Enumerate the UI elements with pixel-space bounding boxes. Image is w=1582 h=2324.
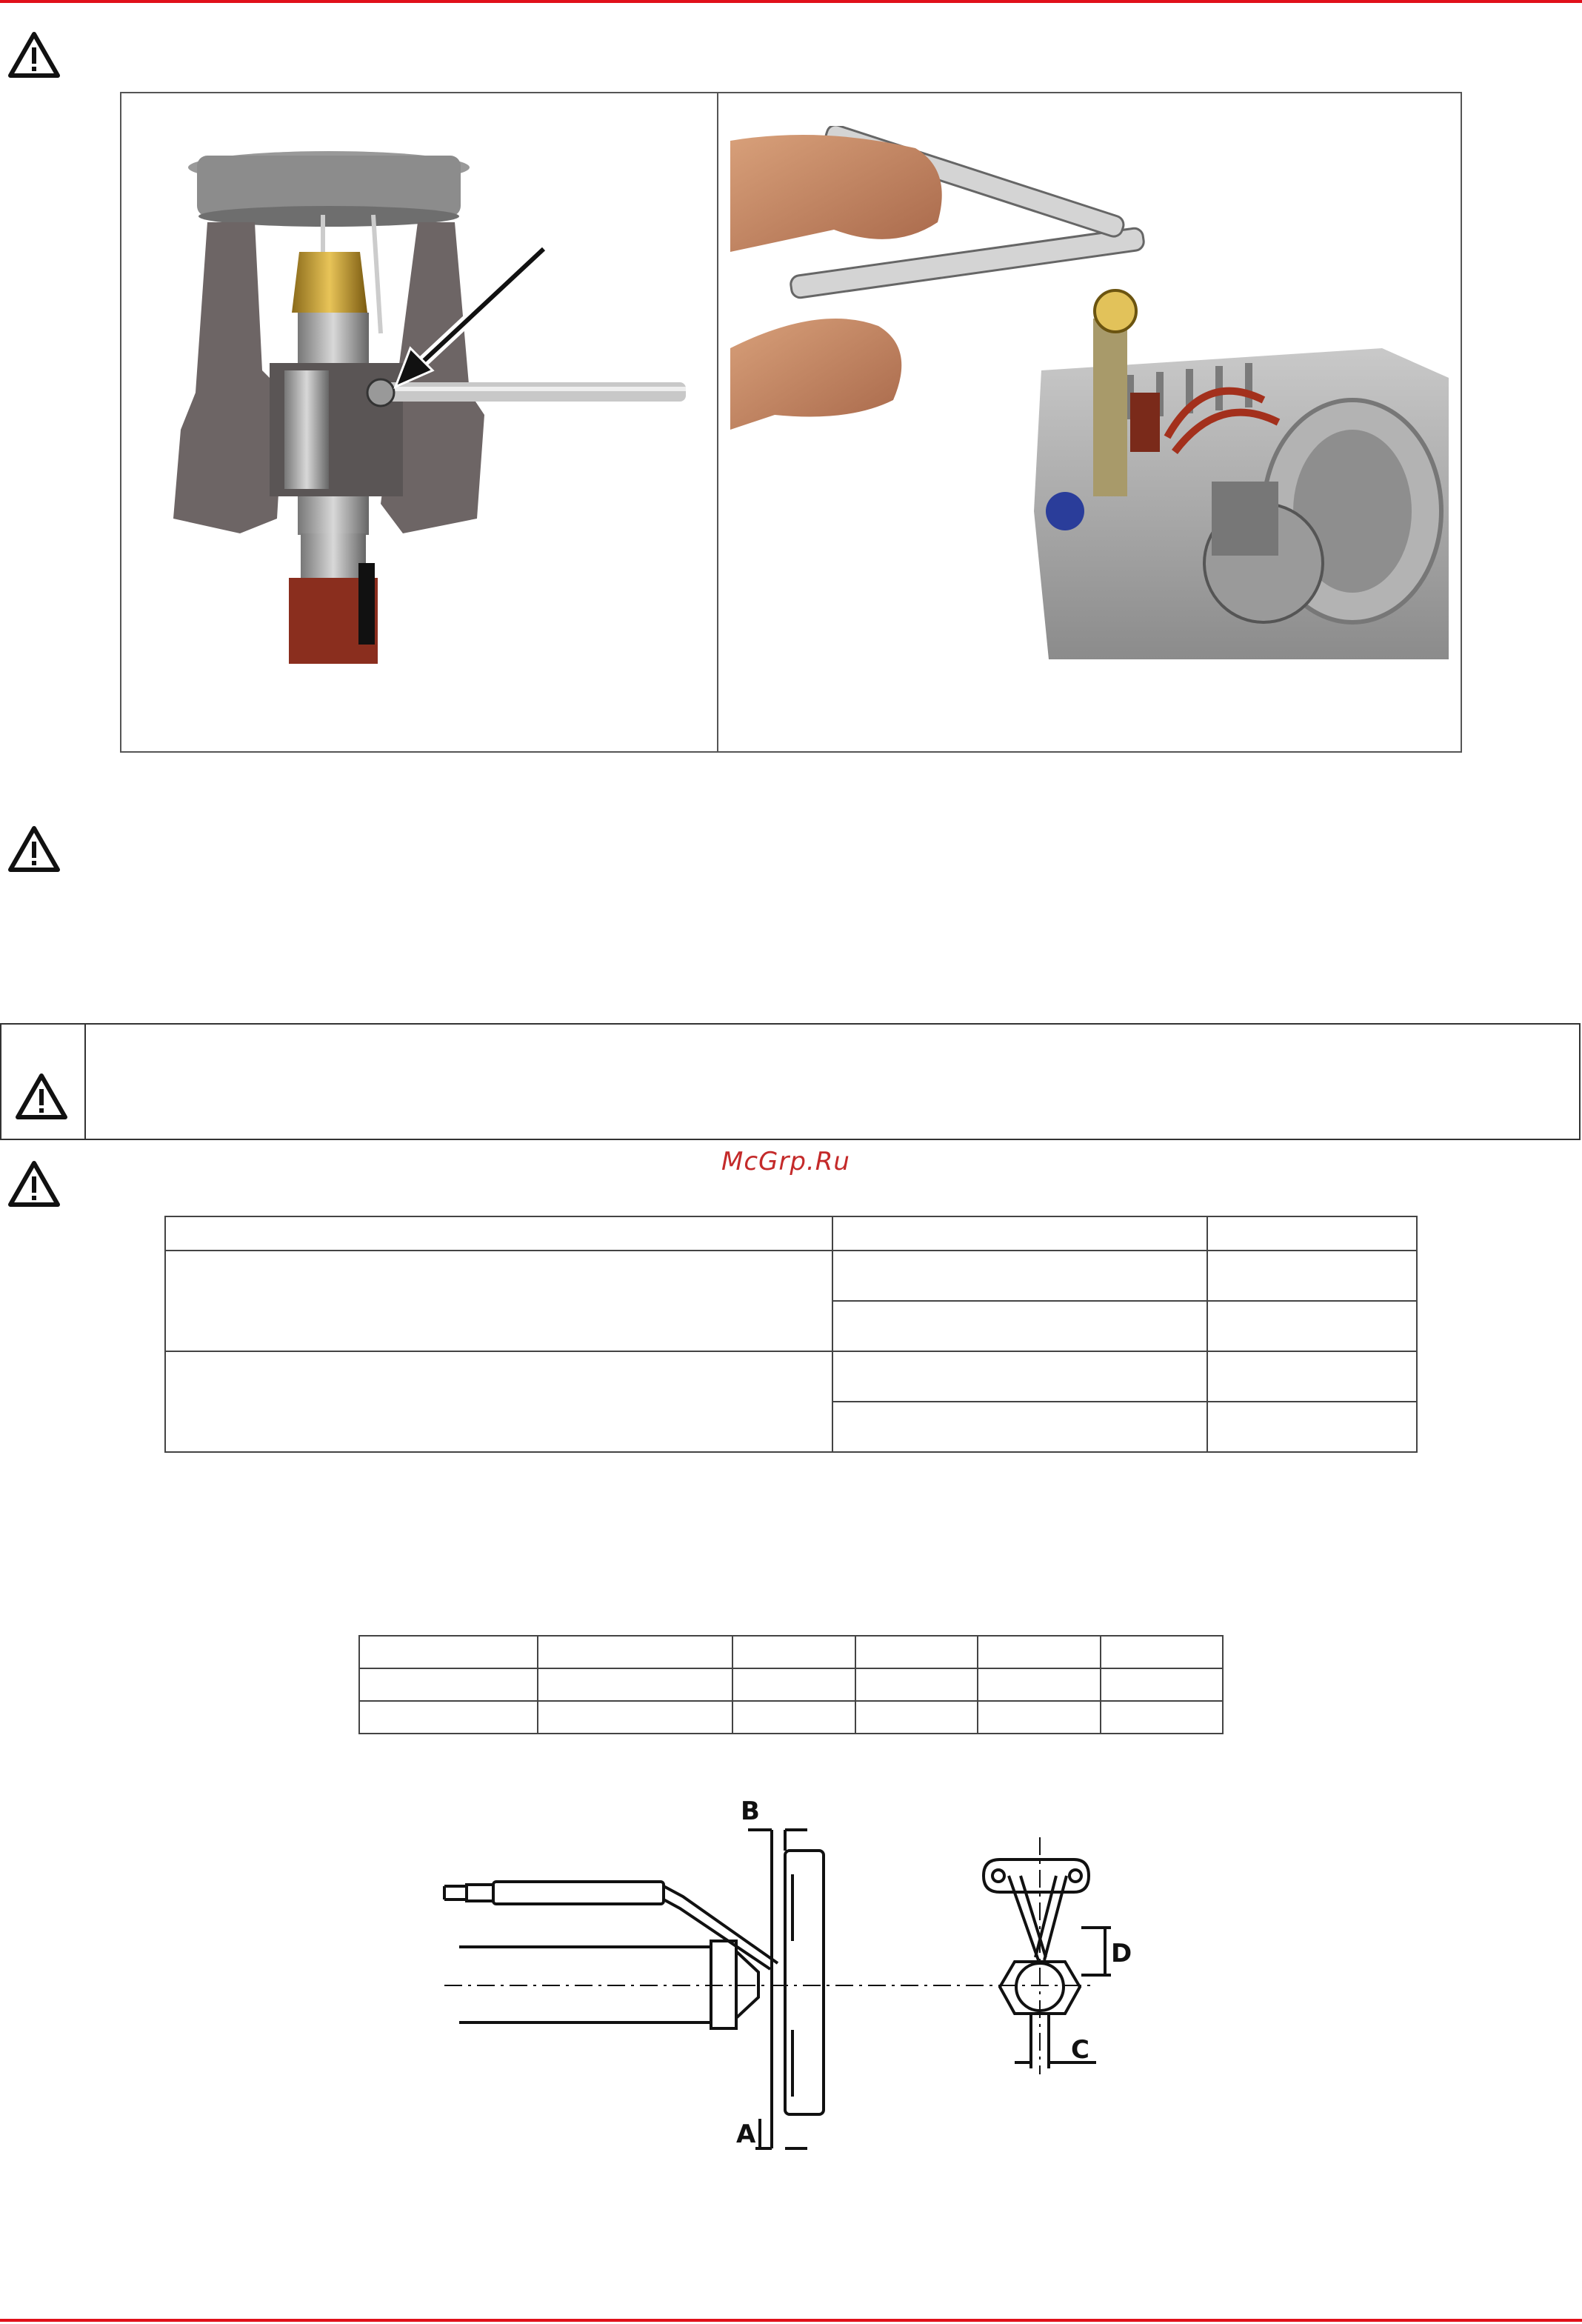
table-cell xyxy=(732,1636,855,1668)
table-cell xyxy=(978,1636,1100,1668)
watermark: McGrp.Ru xyxy=(721,1147,850,1176)
table-cell xyxy=(1207,1402,1417,1452)
bottom-rule xyxy=(0,2319,1582,2322)
table-cell xyxy=(165,1351,832,1452)
table-cell xyxy=(1207,1301,1417,1351)
table-cell xyxy=(538,1668,732,1701)
warning-icon xyxy=(7,825,61,873)
table-cell xyxy=(359,1701,538,1734)
table-cell xyxy=(1207,1351,1417,1402)
warning-box xyxy=(0,1023,1581,1140)
table-cell xyxy=(1101,1636,1223,1668)
table-cell xyxy=(832,1216,1207,1251)
table-cell xyxy=(978,1668,1100,1701)
table-cell xyxy=(855,1701,978,1734)
table-cell xyxy=(832,1301,1207,1351)
label-a: A xyxy=(736,2120,756,2149)
table-cell xyxy=(1101,1668,1223,1701)
table-cell xyxy=(359,1636,538,1668)
label-b: B xyxy=(741,1797,760,1826)
label-c: C xyxy=(1071,2035,1089,2065)
nozzle-assembly-photo xyxy=(158,148,686,664)
table-cell xyxy=(165,1251,832,1351)
specification-table xyxy=(164,1216,1418,1453)
table-cell xyxy=(359,1668,538,1701)
table-cell xyxy=(1207,1251,1417,1301)
top-rule xyxy=(0,0,1582,3)
photo-divider xyxy=(717,92,718,753)
wrench-tightening-photo xyxy=(730,126,1449,659)
table-cell xyxy=(1207,1216,1417,1251)
table-cell xyxy=(732,1701,855,1734)
table-cell xyxy=(978,1701,1100,1734)
table-cell xyxy=(832,1251,1207,1301)
table-cell xyxy=(832,1402,1207,1452)
warning-icon xyxy=(7,1160,61,1208)
electrode-position-diagram xyxy=(430,1793,1185,2178)
table-cell xyxy=(832,1351,1207,1402)
warning-icon xyxy=(15,1073,68,1120)
table-cell xyxy=(855,1636,978,1668)
warning-icon xyxy=(7,31,61,79)
electrode-distance-table xyxy=(358,1635,1224,1734)
table-cell xyxy=(855,1668,978,1701)
label-d: D xyxy=(1111,1939,1132,1968)
table-cell xyxy=(538,1701,732,1734)
table-cell xyxy=(732,1668,855,1701)
warning-box-divider xyxy=(84,1023,86,1140)
table-cell xyxy=(165,1216,832,1251)
table-cell xyxy=(538,1636,732,1668)
table-cell xyxy=(1101,1701,1223,1734)
